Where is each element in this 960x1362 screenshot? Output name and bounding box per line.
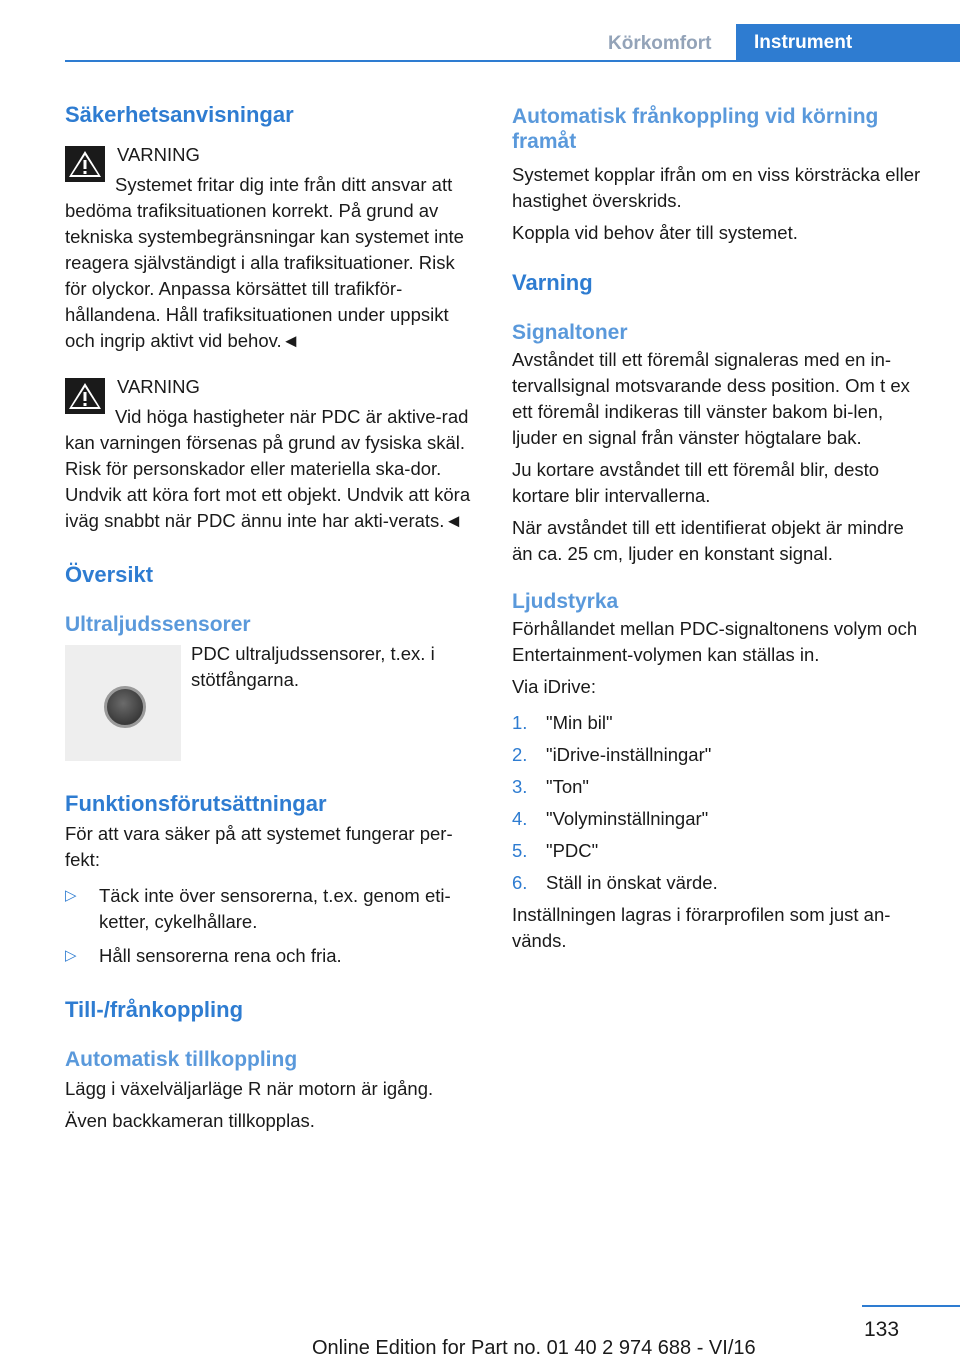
- warning-triangle-icon: [65, 378, 105, 414]
- header-tab-korkomfort[interactable]: Körkomfort: [608, 33, 712, 54]
- sensors-text: PDC ultraljudssensorer, t.ex. i stötfångarna.: [191, 643, 435, 690]
- header-tab-instrument[interactable]: Instrument: [736, 24, 960, 60]
- bullet-triangle-icon: ▷: [65, 887, 77, 904]
- heading-on-off: Till-/frånkoppling: [65, 997, 244, 1022]
- list-item: 6. Ställ in önskat värde.: [512, 872, 718, 893]
- auto-off-text-1: Systemet kopplar ifrån om en viss körsträcka eller hastighet överskrids.: [512, 164, 921, 211]
- warning-block-1: [65, 142, 480, 354]
- bullet-triangle-icon: ▷: [65, 947, 77, 964]
- auto-on-text-2: Även backkameran tillkopplas.: [65, 1110, 315, 1131]
- list-item: 1. "Min bil": [512, 712, 613, 733]
- heading-overview: Översikt: [65, 562, 154, 587]
- list-item: 4. "Volyminställningar": [512, 808, 709, 829]
- heading-volume: Ljudstyrka: [512, 590, 619, 613]
- function-text: För att vara säker på att systemet fungerar per-fekt:: [65, 823, 453, 870]
- header-rule: [65, 60, 960, 62]
- requirements-list: [65, 883, 480, 969]
- list-item: 3. "Ton": [512, 776, 589, 797]
- sensors-block: [65, 641, 480, 761]
- heading-warning: Varning: [512, 270, 593, 295]
- page-number: 133: [864, 1318, 900, 1341]
- tones-text-3: När avståndet till ett identifierat objekt är mindre än ca. 25 cm, ljuder en konstant signal.: [512, 517, 904, 564]
- heading-sensors: Ultraljudssensorer: [65, 613, 251, 636]
- list-item: 2. "iDrive-inställningar": [512, 744, 712, 765]
- heading-auto-on: Automatisk tillkoppling: [65, 1048, 298, 1071]
- after-steps-text: Inställningen lagras i förarprofilen som just an-vänds.: [512, 904, 891, 951]
- auto-off-text-2: Koppla vid behov åter till systemet.: [512, 222, 798, 243]
- volume-text: Förhållandet mellan PDC-signaltonens volym och Entertainment-volymen kan ställas in.: [512, 618, 918, 665]
- auto-on-text-1: Lägg i växelväljarläge R när motorn är igång.: [65, 1078, 434, 1099]
- via-idrive-text: Via iDrive:: [512, 676, 596, 697]
- idrive-steps-list: [512, 710, 924, 896]
- warning-2-text: Vid höga hastigheter när PDC är aktive-rad kan varningen försenas på grund av fysiska skäl. Risk för personskador eller materiella ska-dor. Undvik att köra fort mot ett objekt. Undvik att köra iväg snabbt när PDC ännu inte har akti-verats.◄: [65, 406, 471, 531]
- warning-triangle-icon: [65, 146, 105, 182]
- tones-text-1: Avståndet till ett föremål signaleras med en in-tervallsignal motsvarande dess position. Om t ex ett föremål indikeras till vänster bakom bi-len, ljuder en signal från vänster högtalare bak.: [512, 349, 910, 448]
- heading-safety: Säkerhetsanvisningar: [65, 102, 294, 127]
- warning-1-text: Systemet fritar dig inte från ditt ansvar att bedöma trafiksituationen korrekt. På grund av tekniska systembegränsningar kan systemet inte reagera självständigt i alla trafiksituationer. Risk för olyckor. Anpassa körsättet till trafikför-hållandena. Håll trafiksituationen under uppsikt och ingrip aktivt vid behov.◄: [65, 174, 464, 351]
- list-item: ▷ Håll sensorerna rena och fria.: [65, 943, 480, 969]
- list-item: ▷ Täck inte över sensorerna, t.ex. genom eti-ketter, cykelhållare.: [65, 885, 451, 932]
- tones-text-2: Ju kortare avståndet till ett föremål blir, desto kortare blir intervallerna.: [512, 459, 880, 506]
- warning-2-title: VARNING: [117, 376, 200, 397]
- heading-signal-tones: Signaltoner: [512, 321, 628, 344]
- sensor-icon: [104, 686, 146, 728]
- right-column: [512, 100, 924, 954]
- heading-auto-off: Automatisk frånkoppling vid körning framåt: [512, 105, 879, 153]
- footer-rule: [862, 1305, 960, 1307]
- list-item: 5. "PDC": [512, 840, 599, 861]
- left-column: [65, 100, 480, 1134]
- footer-edition: Online Edition for Part no. 01 40 2 974 688 - VI/16: [312, 1337, 756, 1359]
- sensor-image: [65, 645, 181, 761]
- heading-function-requirements: Funktionsförutsättningar: [65, 791, 327, 816]
- warning-1-title: VARNING: [117, 144, 200, 165]
- warning-block-2: [65, 374, 480, 534]
